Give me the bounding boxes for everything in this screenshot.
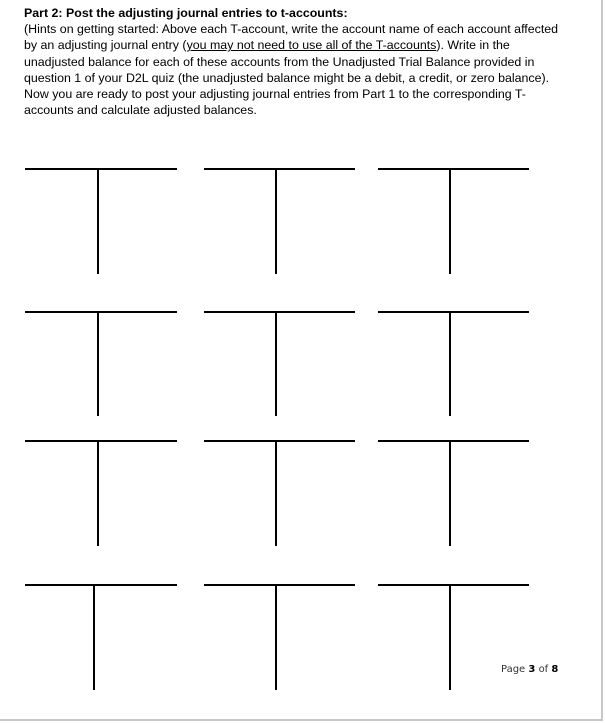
instructions-text-start: (Hints on getting started: Above each T-account, write the account name of each account affected by an adjusting journal entry (	[24, 22, 559, 53]
instructions-underlined-note: you may not need to use all of the T-accounts	[186, 38, 437, 53]
t-account-center-line	[275, 584, 277, 690]
t-account-top-line	[378, 440, 529, 442]
t-account-top-line	[25, 168, 177, 170]
t-account-center-line	[275, 440, 277, 546]
t-account-top-line	[25, 440, 177, 442]
t-account-top-line	[204, 584, 355, 586]
t-account-center-line	[449, 440, 451, 546]
t-account-top-line	[25, 311, 177, 313]
t-account-center-line	[97, 440, 99, 546]
t-account-center-line	[449, 311, 451, 416]
t-account-top-line	[378, 311, 529, 313]
page-word: Page	[501, 664, 526, 675]
t-account-center-line	[93, 584, 95, 690]
t-account-top-line	[378, 168, 529, 170]
t-account-top-line	[204, 311, 355, 313]
instructions-text-end: ). Write in the unadjusted balance for each of these accounts from the Unadjusted Trial Balance provided in question 1 of your D2L quiz (the unadjusted balance might be a debit, a credit, or zero balance). Now you are ready to post your adjusting journal entries from Part 1 to the corresponding T-accounts and calculate adjusted balances.	[24, 38, 550, 118]
t-account-center-line	[97, 311, 99, 416]
page-number-footer	[501, 664, 558, 675]
t-account-top-line	[204, 440, 355, 442]
t-account-top-line	[25, 584, 177, 586]
total-pages-number: 8	[551, 664, 559, 675]
t-account-center-line	[275, 311, 277, 416]
instructions-block	[24, 5, 564, 118]
t-account-center-line	[97, 168, 99, 274]
t-account-top-line	[378, 584, 529, 586]
t-account-center-line	[449, 168, 451, 274]
t-account-center-line	[275, 168, 277, 274]
section-heading: Part 2: Post the adjusting journal entries to t-accounts:	[24, 6, 348, 20]
t-account-center-line	[449, 584, 451, 690]
of-word: of	[538, 664, 549, 675]
t-account-top-line	[204, 168, 355, 170]
current-page-number: 3	[528, 664, 536, 675]
